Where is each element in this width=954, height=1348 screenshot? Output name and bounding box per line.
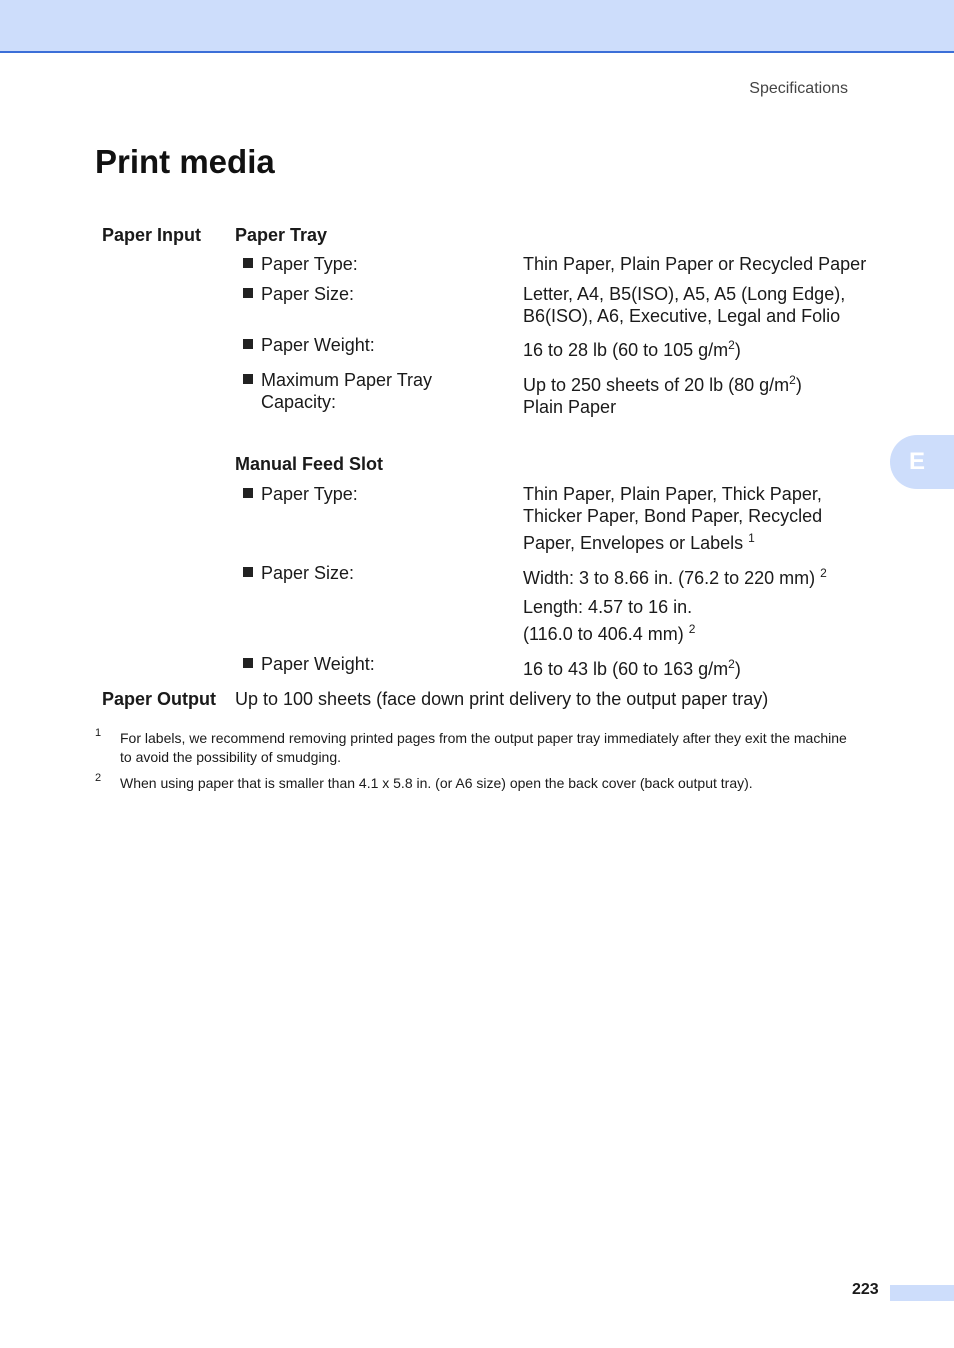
manual-type-value-2: Thicker Paper, Bond Paper, Recycled — [523, 506, 823, 526]
tray-size-label: Paper Size: — [261, 284, 355, 304]
footnote-1-line-2: to avoid the possibility of smudging. — [120, 749, 342, 765]
page-number-bar — [890, 1285, 954, 1301]
running-header: Specifications — [749, 80, 848, 97]
manual-length-value-1: Length: 4.57 to 16 in. — [523, 597, 693, 617]
paper-tray-heading: Paper Tray — [235, 225, 328, 245]
tray-size-value-2: B6(ISO), A6, Executive, Legal and Folio — [523, 306, 841, 326]
tray-type-value: Thin Paper, Plain Paper or Recycled Paper — [523, 254, 867, 274]
footnote-1-line-1: For labels, we recommend removing printed pages from the output paper tray immediately after they exit the machine — [120, 730, 847, 746]
manual-weight-label: Paper Weight: — [261, 654, 375, 674]
tray-weight-label: Paper Weight: — [261, 335, 375, 355]
paper-output-label: Paper Output — [102, 689, 217, 709]
manual-type-value-3: Paper, Envelopes or Labels $^1$ — [523, 531, 755, 553]
chapter-tab[interactable] — [890, 435, 954, 489]
tray-capacity-label-2: Capacity: — [261, 392, 337, 412]
manual-type-label: Paper Type: — [261, 484, 358, 504]
footnote-2-number: 2 — [95, 772, 102, 784]
manual-length-value-2: (116.0 to 406.4 mm) $^2$ — [523, 622, 696, 644]
tray-capacity-value-1: Up to 250 sheets of 20 lb (80 $g/m^2$) — [523, 373, 802, 395]
paper-input-label: Paper Input — [102, 225, 202, 245]
footnote-1-number: 1 — [95, 727, 102, 739]
footnote-2-line-1: When using paper that is smaller than 4.1 x 5.8 in. (or A6 size) open the back cover (back output tray). — [120, 775, 753, 791]
manual-weight-value: 16 to 43 lb (60 to 163 $g/m^2$) — [523, 657, 741, 679]
bullet-icon — [243, 567, 253, 577]
bullet-icon — [243, 258, 253, 268]
manual-size-label: Paper Size: — [261, 563, 355, 583]
tray-type-label: Paper Type: — [261, 254, 358, 274]
bullet-icon — [243, 288, 253, 298]
manual-type-value-1: Thin Paper, Plain Paper, Thick Paper, — [523, 484, 822, 504]
tray-capacity-value-2: Plain Paper — [523, 397, 617, 417]
page-number: 223 — [852, 1281, 879, 1298]
tray-capacity-label-1: Maximum Paper Tray — [261, 370, 433, 390]
header-bar — [0, 0, 954, 53]
bullet-icon — [243, 488, 253, 498]
bullet-icon — [243, 658, 253, 668]
page-title: Print media — [95, 143, 275, 180]
manual-feed-heading: Manual Feed Slot — [235, 454, 384, 474]
chapter-tab-label: E — [909, 448, 926, 475]
paper-output-value: Up to 100 sheets (face down print delivery to the output paper tray) — [235, 689, 769, 709]
bullet-icon — [243, 374, 253, 384]
tray-size-value-1: Letter, A4, B5(ISO), A5, A5 (Long Edge), — [523, 284, 846, 304]
tray-weight-value: 16 to 28 lb (60 to 105 $g/m^2$) — [523, 338, 741, 360]
bullet-icon — [243, 339, 253, 349]
manual-width-value: Width: 3 to 8.66 in. (76.2 to 220 mm) $^2$ — [523, 566, 827, 588]
